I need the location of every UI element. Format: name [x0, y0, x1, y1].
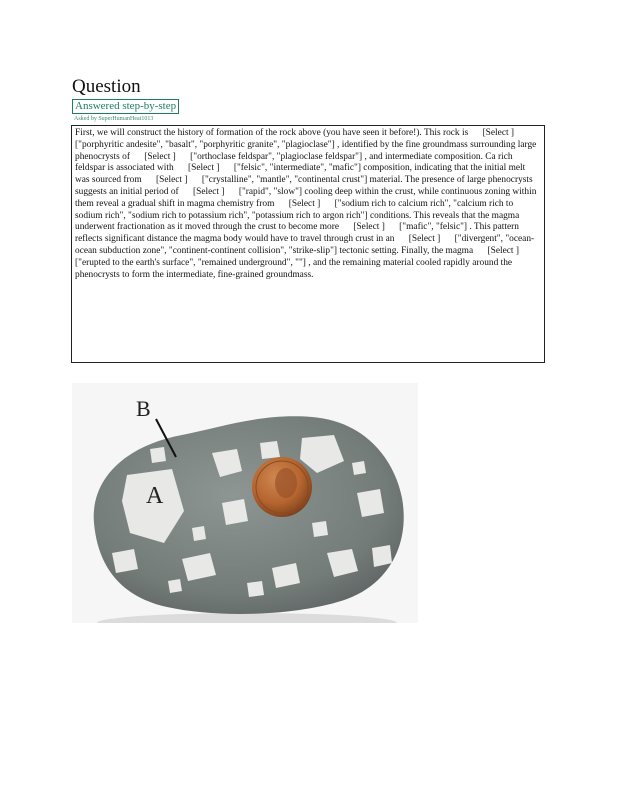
dropdown-options-2: ["orthoclase feldspar", "plagioclase feldspar"]	[190, 151, 363, 162]
page-title: Question	[72, 76, 141, 97]
answered-badge[interactable]: Answered step-by-step	[72, 99, 179, 114]
question-text: tectonic setting. Finally, the magma	[339, 245, 474, 256]
dropdown-options-6: ["sodium rich to calcium rich", "calcium rich to sodium rich", "sodium rich to potassium rich", "potassium rich to argon rich"]	[75, 198, 514, 221]
dropdown-options-7: ["mafic", "felsic"]	[399, 222, 468, 233]
dropdown-options-5: ["rapid", "slow"]	[238, 186, 303, 197]
dropdown-options-9: ["erupted to the earth's surface", "remained underground", ""]	[75, 257, 306, 268]
select-dropdown-7[interactable]: [Select ]	[353, 222, 385, 233]
question-text: composition, indicating that the initial melt was sourced from	[75, 163, 526, 186]
penny	[252, 457, 312, 517]
question-text: , and intermediate composition. Ca rich feldspar is associated with	[75, 151, 513, 174]
select-dropdown-6[interactable]: [Select ]	[288, 198, 321, 209]
select-dropdown-2[interactable]: [Select ]	[144, 151, 176, 162]
question-text: , identified by the fine groundmass surrounding large phenocrysts of	[75, 139, 537, 162]
dropdown-options-8: ["divergent", "ocean-ocean subduction zone", "continent-continent collision", "strike-slip"]	[75, 234, 535, 256]
question-text: cooling deep within the crust, while continuous zoning within them reveal a gradual shift in magma chemistry from	[75, 186, 537, 209]
select-dropdown-3[interactable]: [Select ]	[188, 163, 220, 174]
question-text: conditions. This reveals that the magma underwent fractionation as it moved through the crust to become more	[75, 210, 520, 233]
select-dropdown-4[interactable]: [Select ]	[156, 175, 188, 186]
dropdown-options-1: ["porphyritic andesite", "basalt", "porphyritic granite", "plagioclase"]	[75, 139, 335, 150]
rock-photo	[72, 383, 418, 623]
label-b: B	[136, 396, 151, 421]
select-dropdown-8[interactable]: [Select ]	[408, 234, 441, 245]
select-dropdown-5[interactable]: [Select ]	[192, 186, 225, 197]
label-a: A	[146, 483, 164, 509]
question-box	[71, 125, 545, 363]
question-text: First, we will construct the history of formation of the rock above (you have seen it before!). This rock is	[75, 128, 469, 138]
question-text: material. The presence of large phenocrysts suggests an initial period of	[75, 175, 533, 197]
dropdown-options-3: ["felsic", "intermediate", "mafic"]	[233, 163, 361, 174]
dropdown-options-4: ["crystalline", "mantle", "continental crust"]	[201, 175, 368, 186]
select-dropdown-1[interactable]: [Select ]	[482, 128, 515, 138]
select-dropdown-9[interactable]: [Select ]	[487, 245, 519, 256]
question-text: . This pattern reflects significant distance the magma body would have to travel through crust in an	[75, 222, 519, 245]
rock-illustration	[72, 383, 418, 623]
question-text: , and the remaining material cooled rapidly around the phenocrysts to form the intermediate, fine-grained groundmass.	[75, 257, 513, 280]
asked-by-text: Asked by SuperHumanHeat1013	[74, 116, 154, 122]
